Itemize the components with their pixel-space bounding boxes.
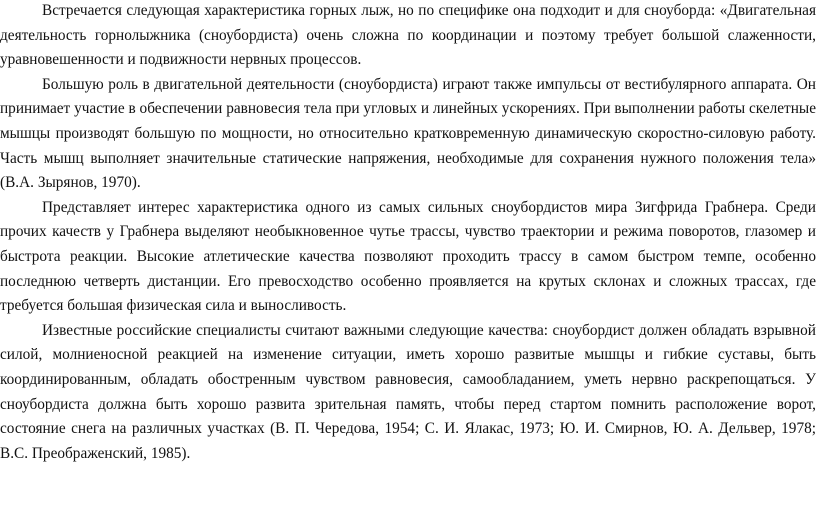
paragraph-2: Большую роль в двигательной деятельности (сноубордиста) играют также импульсы от вестибулярного аппарата. Он принимает участие в обеспечении равновесия тела при угловых и линейных ускорениях. При выполнении работы скелетные мышцы производят большую по мощности, но относительно кратковременную динамическую скоростно-силовую работу. Часть мышц выполняет значительные статические напряжения, необходимые для сохранения нужного положения тела» (В.А. Зырянов, 1970). — [0, 75, 816, 192]
paragraph-4: Известные российские специалисты считают важными следующие качества: сноубордист должен обладать взрывной силой, молниеносной реакцией на изменение ситуации, иметь хорошо развитые мышцы и гибкие суставы, быть координированным, обладать обостренным чувством равновесия, самообладанием, уметь нервно раскрепощаться. У сноубордиста должна быть хорошо развита зрительная память, чтобы перед стартом помнить расположение ворот, состояние снега на различных участках (В. П. Чередова, 1954; С. И. Ялакас, 1973; Ю. И. Смирнов, Ю. А. Дельвер, 1978; В.С. Преображенский, 1985). — [0, 321, 816, 462]
paragraph-1: Встречается следующая характеристика горных лыж, но по специфике она подходит и для сноуборда: «Двигательная деятельность горнолыжника (сноубордиста) очень сложна по координации и поэтому требует большой слаженности, уравновешенности и подвижности нервных процессов. — [0, 2, 816, 69]
paragraph-3: Представляет интерес характеристика одного из самых сильных сноубордистов мира Зигфрида Грабнера. Среди прочих качеств у Грабнера выделяют необыкновенное чутье трассы, чувство траектории и режима поворотов, глазомер и быстрота реакции. Высокие атлетические качества позволяют проходить трассу в самом быстром темпе, особенно последнюю четверть дистанции. Его превосходство особенно проявляется на крутых склонах и сложных трассах, где требуется большая физическая сила и выносливость. — [0, 198, 816, 315]
